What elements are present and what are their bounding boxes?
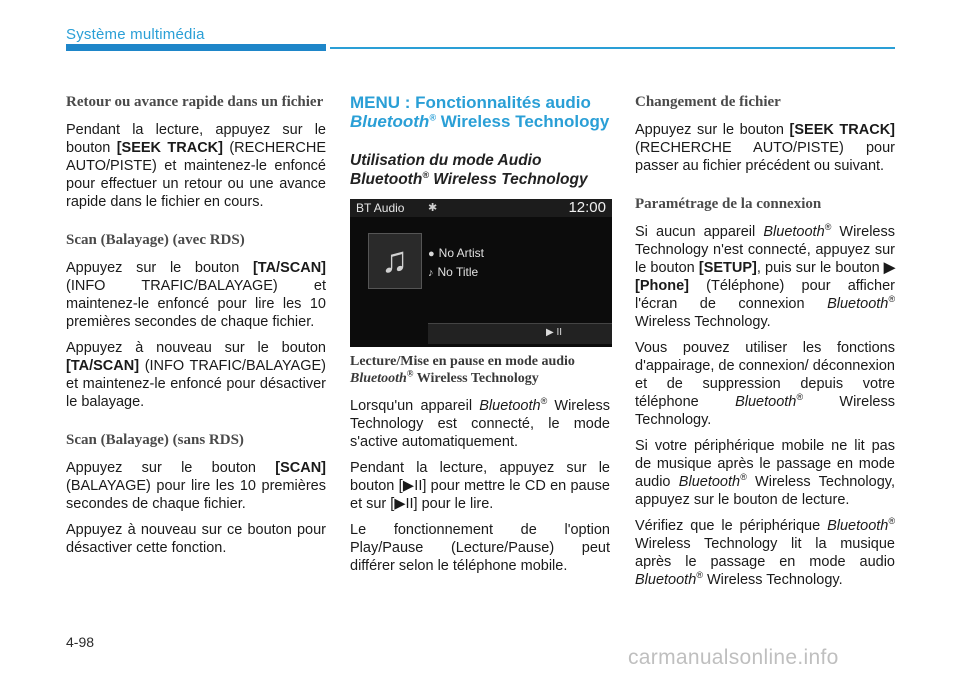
paragraph-connection-3: Si votre périphérique mobile ne lit pas de musique après le passage en mode audio Bluetooth® Wireless Technology, appuyez sur le bouton de lecture. bbox=[635, 438, 895, 508]
column-right bbox=[635, 93, 895, 597]
header-bar-accent bbox=[66, 44, 326, 51]
menu-title: MENU : Fonctionnalités audio Bluetooth® Wireless Technology bbox=[350, 93, 610, 131]
column-middle bbox=[350, 93, 610, 583]
caption-play-pause: Lecture/Mise en pause en mode audio Bluetooth® Wireless Technology bbox=[350, 354, 575, 386]
artist-label: No Artist bbox=[438, 246, 485, 260]
music-note-icon: ♫ bbox=[381, 239, 408, 280]
track-label: No Title bbox=[437, 265, 479, 279]
heading-connection-setup: Paramétrage de la connexion bbox=[635, 196, 822, 212]
heading-seek-file: Retour ou avance rapide dans un fichier bbox=[66, 94, 324, 110]
music-note-small-icon: ♪ bbox=[428, 267, 434, 279]
paragraph-scan-rds-2: Appuyez à nouveau sur le bouton [TA/SCAN] (INFO TRAFIC/BALAYAGE) et maintenez-le enfoncé pour désactiver le balayage. bbox=[66, 340, 326, 410]
paragraph-seek: Pendant la lecture, appuyez sur le bouton [SEEK TRACK] (RECHERCHE AUTO/PISTE) et maintenez-le enfoncé pour effectuer un retour ou une avance rapide dans le fichier en cours. bbox=[66, 122, 326, 210]
paragraph-phone-dependent: Le fonctionnement de l'option Play/Pause (Lecture/Pause) peut différer selon le téléphone mobile. bbox=[350, 522, 610, 574]
heading-scan-rds: Scan (Balayage) (avec RDS) bbox=[66, 232, 245, 248]
screen-clock: 12:00 bbox=[568, 199, 606, 216]
play-pause-label[interactable]: ▶ II bbox=[546, 327, 563, 338]
heading-change-file: Changement de fichier bbox=[635, 94, 781, 110]
paragraph-scan-no-rds-1: Appuyez sur le bouton [SCAN] (BALAYAGE) pour lire les 10 premières secondes de chaque fichier. bbox=[66, 460, 326, 512]
bluetooth-icon: ✱ bbox=[428, 202, 438, 214]
column-left bbox=[66, 93, 326, 565]
paragraph-scan-rds-1: Appuyez sur le bouton [TA/SCAN] (INFO TRAFIC/BALAYAGE) et maintenez-le enfoncé pour lire les 10 premières secondes de chaque fichier. bbox=[66, 260, 326, 330]
person-icon: ● bbox=[428, 248, 435, 260]
heading-scan-no-rds: Scan (Balayage) (sans RDS) bbox=[66, 432, 244, 448]
header-rule bbox=[330, 47, 895, 49]
bt-audio-screen bbox=[350, 199, 612, 347]
play-pause-control[interactable] bbox=[428, 323, 612, 344]
subheading-bt-audio-mode: Utilisation du mode Audio Bluetooth® Wireless Technology bbox=[350, 152, 588, 188]
album-art-placeholder bbox=[368, 233, 422, 289]
paragraph-connection-4: Vérifiez que le périphérique Bluetooth® Wireless Technology lit la musique après le passage en mode audio Bluetooth® Wireless Technology. bbox=[635, 516, 895, 588]
paragraph-pause-play: Pendant la lecture, appuyez sur le bouton [▶II] pour mettre le CD en pause et sur [▶II] pour le lire. bbox=[350, 460, 610, 512]
section-header-title: Système multimédia bbox=[66, 26, 205, 43]
page-number: 4-98 bbox=[66, 634, 95, 650]
paragraph-connection-1: Si aucun appareil Bluetooth® Wireless Technology n'est connecté, appuyez sur le bouton [SETUP], puis sur le bouton ▶ [Phone] (Téléphone) pour afficher l'écran de connexion Bluetooth® Wireless Technology. bbox=[635, 222, 895, 330]
artist-row bbox=[428, 246, 484, 260]
paragraph-connection-2: Vous pouvez utiliser les fonctions d'appairage, de connexion/ déconnexion et de suppression depuis votre téléphone Bluetooth® Wireless Technology. bbox=[635, 340, 895, 428]
paragraph-scan-no-rds-2: Appuyez à nouveau sur ce bouton pour désactiver cette fonction. bbox=[66, 522, 326, 556]
track-row bbox=[428, 265, 478, 279]
paragraph-change-file: Appuyez sur le bouton [SEEK TRACK] (RECHERCHE AUTO/PISTE) pour passer au fichier précédent ou suivant. bbox=[635, 122, 895, 174]
screen-title: BT Audio bbox=[356, 201, 405, 215]
watermark: carmanualsonline.info bbox=[628, 646, 839, 669]
paragraph-auto-activate: Lorsqu'un appareil Bluetooth® Wireless Technology est connecté, le mode s'active automatiquement. bbox=[350, 396, 610, 450]
